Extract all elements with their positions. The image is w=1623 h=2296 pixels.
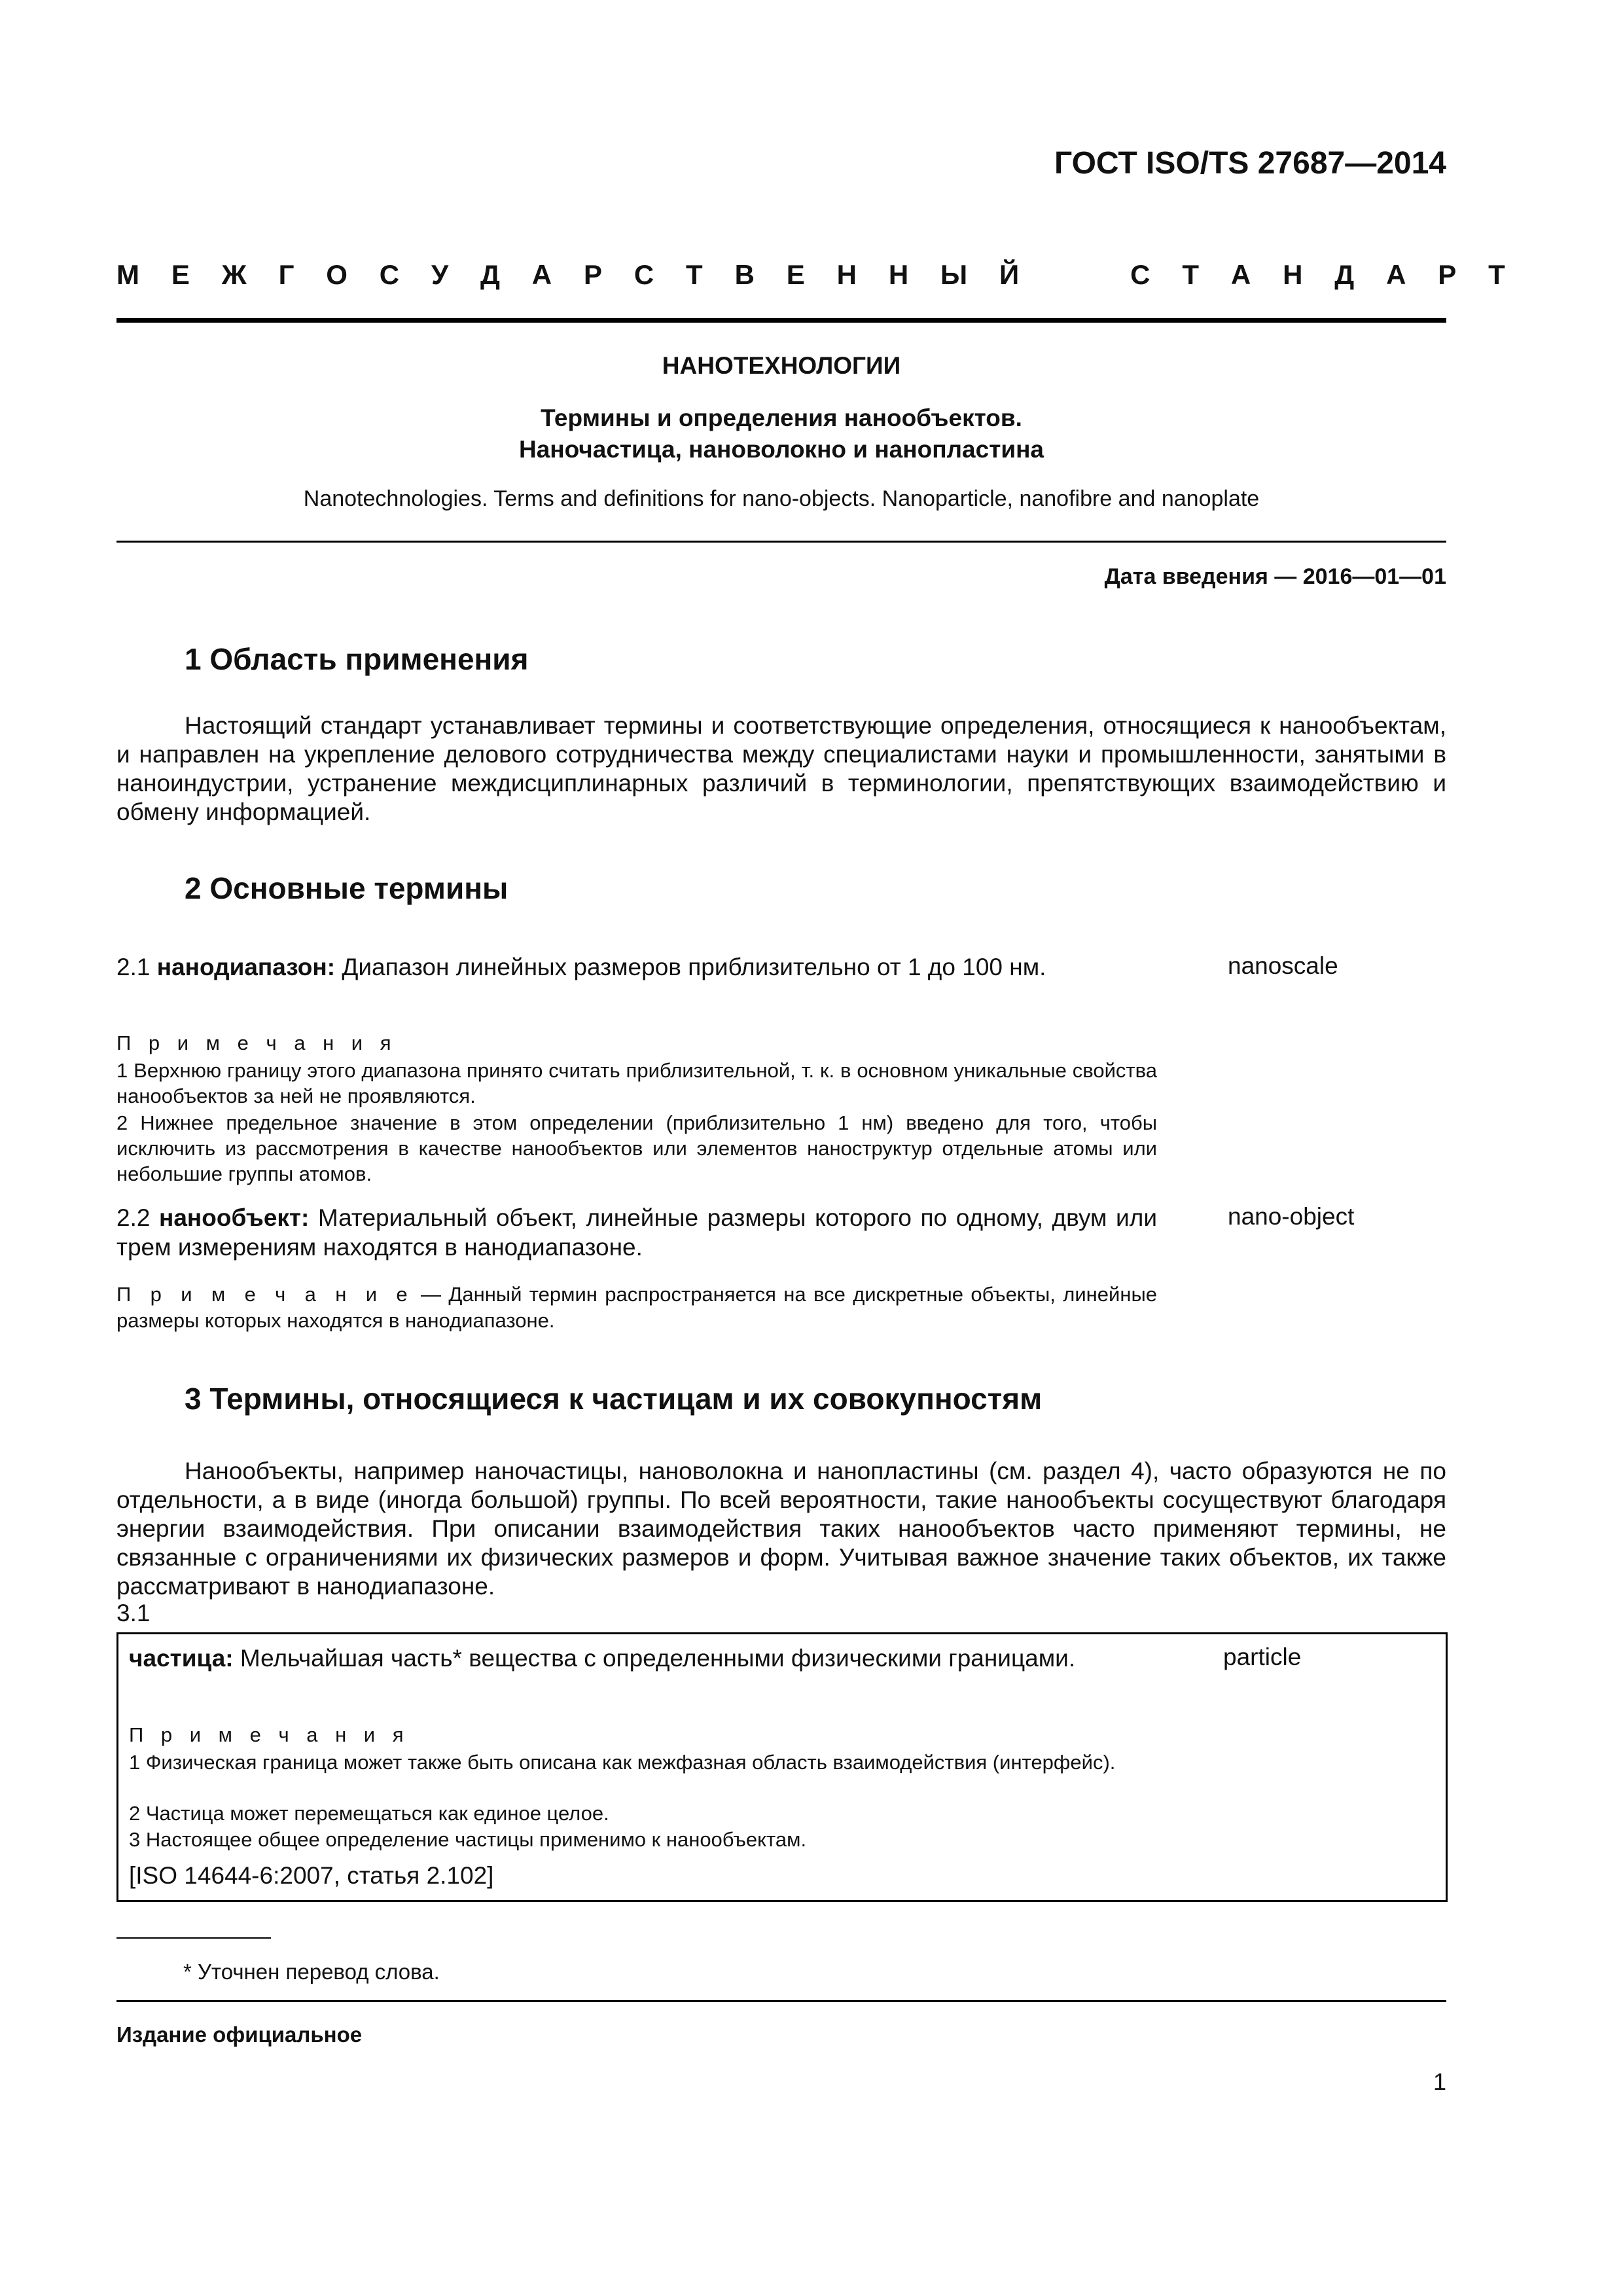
section-3-paragraph: Нанообъекты, например наночастицы, нановолокна и нанопластины (см. раздел 4), часто образуются не по отдельности, а в виде (иногда большой) группы. По всей вероятности, такие нанообъекты сосуществуют благодаря энергии взаимодействия. При описании взаимодействия таких нанообъектов часто применяют термины, не связанные с ограничениями их физических размеров и форм. Учитывая важное значение таких объектов, их также рассматривают в нанодиапазоне. [116, 1458, 1446, 1600]
introduction-date: Дата введения — 2016—01—01 [1104, 564, 1446, 589]
term-3-1-notes-label: П р и м е ч а н и я [129, 1723, 410, 1746]
section-1-paragraph: Настоящий стандарт устанавливает термины и соответствующие определения, относящиеся к нанообъектам, и направлен на укрепление делового сотрудничества между специалистами науки и промышленности, занятыми в наноиндустрии, устранение междисциплинарных различий в терминологии, препятствующих взаимодействию и обмену информацией. [116, 712, 1446, 825]
term-3-1-name: частица: [129, 1645, 234, 1672]
official-edition-label: Издание официальное [116, 2022, 363, 2047]
term-2-2-note-text: — Данный термин распространяется на все дискретные объекты, линейные размеры которых находятся в нанодиапазоне. [116, 1283, 1158, 1332]
header-rule [116, 318, 1446, 323]
interstate-standard-banner: М Е Ж Г О С У Д А Р С Т В Е Н Н Ы Й С Т А Н Д А Р Т [116, 259, 1518, 290]
footnote: * Уточнен перевод слова. [183, 1960, 440, 1984]
term-2-2-note [116, 1282, 1157, 1334]
term-2-1-note-2: 2 Нижнее предельное значение в этом определении (приблизительно 1 нм) введено для того, чтобы исключить из рассмотрения в качестве нанообъектов или элементов наноструктур отдельные атомы или небольшие группы атомов. [116, 1111, 1157, 1185]
term-3-1 [129, 1643, 1169, 1673]
title-rule [116, 541, 1446, 543]
document-subtitle-line2: Наночастица, нановолокно и нанопластина [518, 436, 1044, 463]
standard-id: ГОСТ ISO/TS 27687—2014 [1054, 146, 1446, 181]
section-3-heading: 3 Термины, относящиеся к частицам и их совокупностям [185, 1382, 1043, 1416]
term-2-2-number: 2.2 [116, 1204, 151, 1231]
term-2-2-definition: Материальный объект, линейные размеры которого по одному, двум или трем измерениям находятся в нанодиапазоне. [116, 1204, 1157, 1261]
term-3-1-reference: [ISO 14644-6:2007, статья 2.102] [129, 1862, 494, 1889]
term-2-1 [116, 952, 1157, 982]
term-3-1-note-3: 3 Настоящее общее определение частицы применимо к нанообъектам. [129, 1828, 807, 1851]
term-3-1-number: 3.1 [116, 1600, 151, 1626]
section-2-heading: 2 Основные термины [185, 871, 508, 905]
term-3-1-note-2: 2 Частица может перемещаться как единое целое. [129, 1802, 609, 1825]
term-2-2 [116, 1203, 1157, 1262]
document-title: НАНОТЕХНОЛОГИИ [662, 352, 901, 379]
term-3-1-definition: Мельчайшая часть* вещества с определенными физическими границами. [240, 1645, 1076, 1672]
term-2-1-name: нанодиапазон: [156, 954, 336, 980]
term-3-1-box [116, 1632, 1448, 1902]
term-2-1-english: nanoscale [1228, 952, 1338, 979]
section-1-heading: 1 Область применения [185, 642, 529, 676]
term-2-1-notes-label: П р и м е ч а н и я [116, 1031, 397, 1054]
term-2-2-english: nano-object [1228, 1203, 1355, 1230]
document-subtitle-line1: Термины и определения нанообъектов. [541, 404, 1022, 431]
footnote-separator [116, 1937, 271, 1939]
term-2-1-note-1: 1 Верхнюю границу этого диапазона принято считать приблизительной, т. к. в основном уникальные свойства нанообъектов за ней не проявляются. [116, 1059, 1157, 1107]
term-2-1-number: 2.1 [116, 954, 151, 980]
term-2-2-name: нанообъект: [159, 1204, 310, 1231]
term-3-1-note-1: 1 Физическая граница может также быть описана как межфазная область взаимодействия (интерфейс). [129, 1751, 1116, 1774]
footer-rule [116, 2000, 1446, 2002]
term-3-1-english: particle [1223, 1643, 1302, 1670]
page-number: 1 [1433, 2068, 1446, 2095]
term-2-1-definition: Диапазон линейных размеров приблизительно от 1 до 100 нм. [342, 954, 1046, 980]
english-title: Nanotechnologies. Terms and definitions for nano-objects. Nanoparticle, nanofibre and nanoplate [303, 486, 1260, 511]
term-2-2-note-label: П р и м е ч а н и е [116, 1283, 414, 1306]
